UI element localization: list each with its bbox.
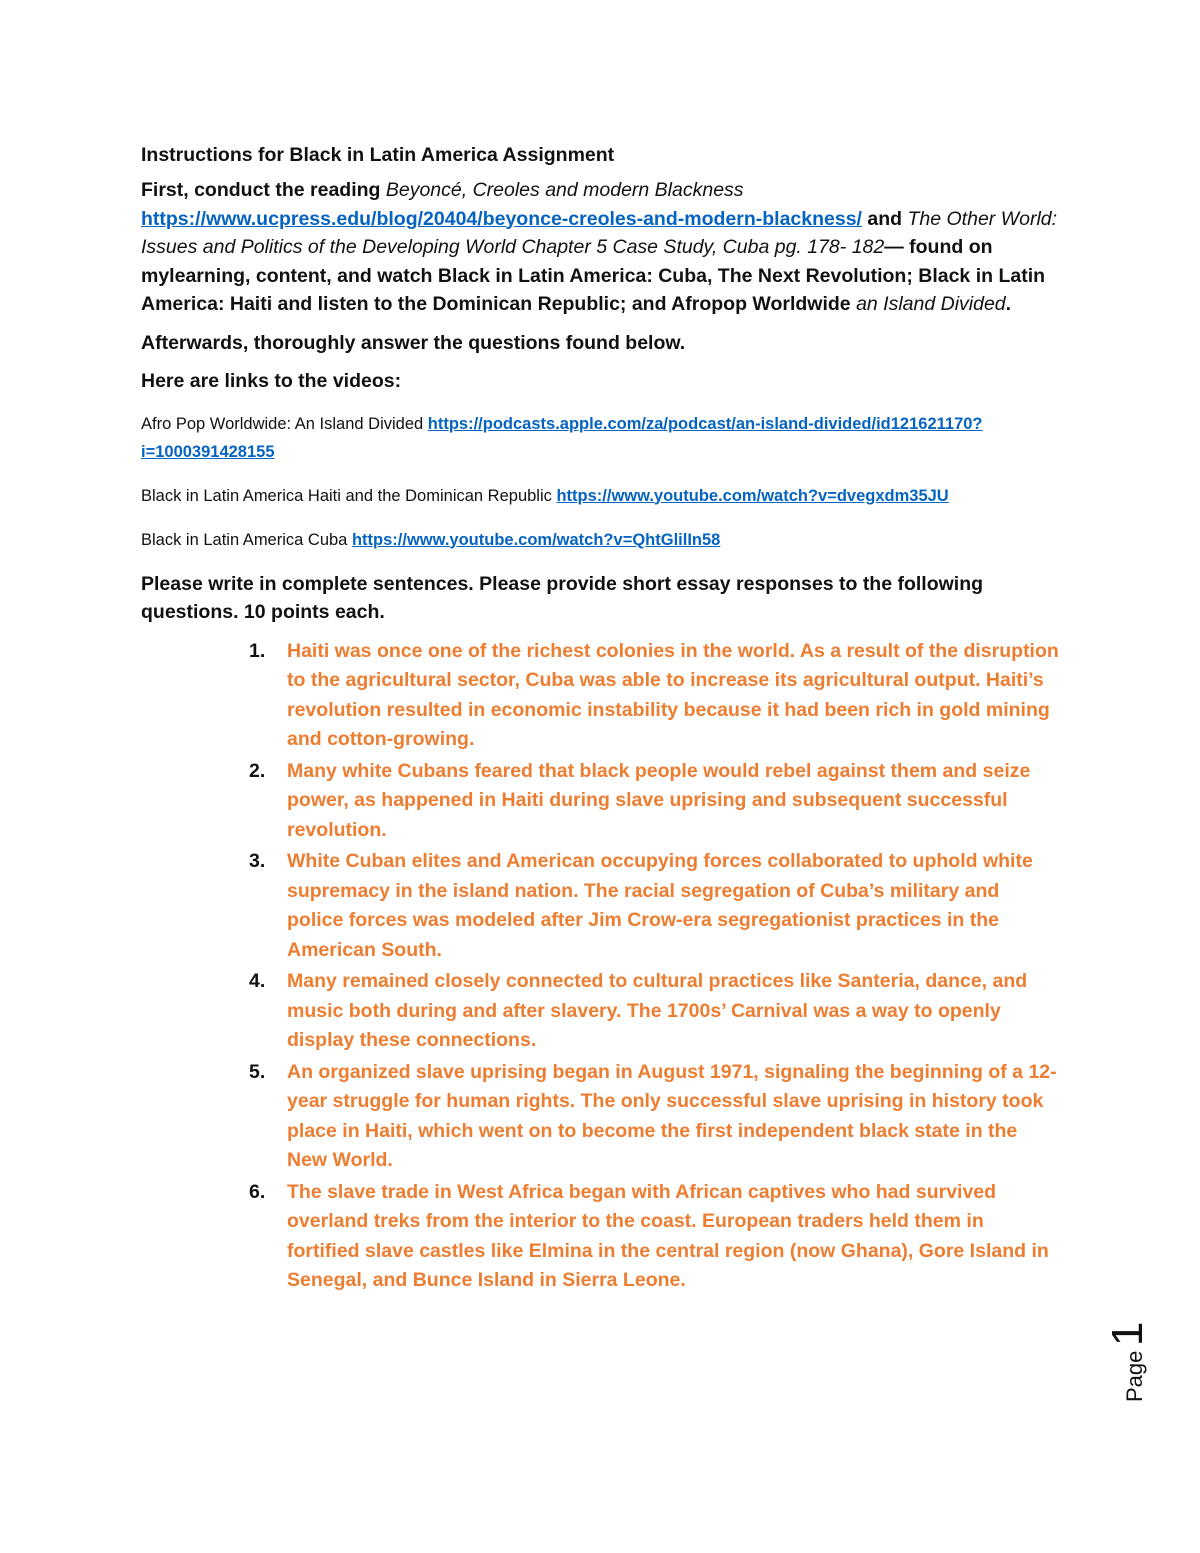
answer-text: The slave trade in West Africa began with African captives who had survived overland treks from the interior to the coast. European traders held them in fortified slave castles like Elmina in the central region (now Ghana), Gore Island in Senegal, and Bunce Island in Sierra Leone. [287,1180,1049,1291]
answer-item [141,1058,1061,1176]
video-link[interactable]: https://podcasts.apple.com/za/podcast/an-island-divided/id121621170?i=1000391428155 [141,414,983,461]
answer-item [141,637,1061,755]
video-label: Afro Pop Worldwide: An Island Divided [141,414,428,433]
answer-item [141,967,1061,1056]
answer-number: 6. [249,1180,266,1203]
answer-text: White Cuban elites and American occupying forces collaborated to uphold white supremacy in the island nation. The racial segregation of Cuba’s military and police forces was modeled after Jim Crow-era segregationist practices in the American South. [287,850,1033,961]
reading-link[interactable]: https://www.ucpress.edu/blog/20404/beyonce-creoles-and-modern-blackness/ [141,207,862,230]
podcast-title: an Island Divided [856,293,1006,315]
answer-item [141,847,1061,965]
video-link[interactable]: https://www.youtube.com/watch?v=dvegxdm35JU [556,486,949,505]
instructions-paragraph: Please write in complete sentences. Please provide short essay responses to the following questions. 10 points each. [141,572,984,623]
page-number: 1 [1103,1321,1152,1347]
page-number-rotated [1105,1322,1161,1402]
intro-paragraph [141,176,1061,319]
intro-text-3: — found on mylearning, content, and watch Black in Latin America: Cuba, The Next Revolution; Black in Latin America: Haiti and listen to the Dominican Republic; and Afropop Worldwide [141,236,1046,315]
answer-text: Many white Cubans feared that black people would rebel against them and seize power, as happened in Haiti during slave uprising and subsequent successful revolution. [287,759,1031,841]
document-title: Instructions for Black in Latin America Assignment [141,144,615,166]
answer-text: Many remained closely connected to cultural practices like Santeria, dance, and music both during and after slavery. The 1700s’ Carnival was a way to openly display these connections. [287,970,1028,1051]
answer-item [141,757,1061,846]
afterwards-paragraph: Afterwards, thoroughly answer the questions found below. [141,331,686,354]
answer-text: Haiti was once one of the richest colonies in the world. As a result of the disruption to the agricultural sector, Cuba was able to increase its agricultural output. Haiti’s revolution resulted in economic instability because it had been rich in gold mining and cotton-growing. [287,639,1059,750]
links-heading: Here are links to the videos: [141,370,402,392]
intro-text-2: and [861,207,908,230]
answer-item [141,1178,1061,1296]
intro-text-1: First, conduct the reading [141,179,386,201]
video-label: Black in Latin America Cuba [141,530,352,549]
answer-text: An organized slave uprising began in August 1971, signaling the beginning of a 12-year struggle for human rights. The only successful slave uprising in history took place in Haiti, which went on to become the first independent black state in the New World. [287,1060,1057,1171]
answer-list [141,637,1061,1296]
answer-number: 3. [249,850,266,872]
reading-title: Beyoncé, Creoles and modern Blackness [385,179,744,201]
video-label: Black in Latin America Haiti and the Dominican Republic [141,486,557,505]
video-item-haiti [141,482,1061,510]
video-item-cuba [141,526,1061,554]
answer-number: 2. [249,759,266,782]
page-label: Page [1122,1350,1147,1402]
video-link[interactable]: https://www.youtube.com/watch?v=QhtGlilIn58 [351,530,721,549]
answer-number: 1. [249,639,266,662]
intro-text-4: . [1005,293,1012,315]
page-number-footer [1105,1312,1151,1402]
video-item-afropop [141,410,1061,466]
book-title: The Other World: Issues and Politics of the Developing World Chapter 5 Case Study, Cuba pg. 178- 182 [141,207,1058,258]
document-body [141,140,1061,1298]
answer-number: 5. [249,1060,266,1083]
answer-number: 4. [249,970,266,992]
